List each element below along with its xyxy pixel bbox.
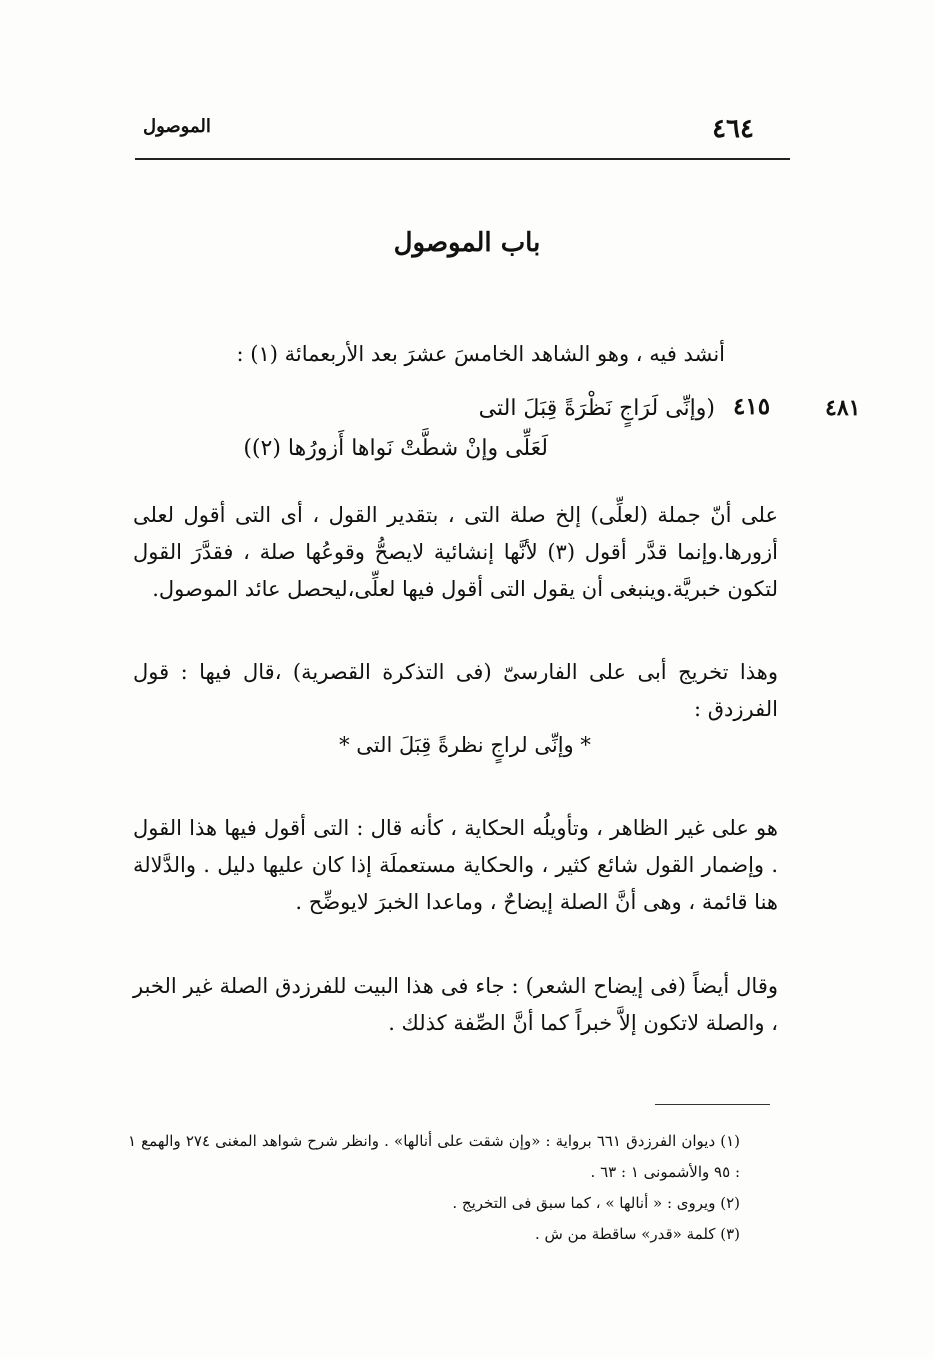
verse-line-1: (وإنِّى لَرَاجٍ نَظْرَةً قِبَلَ التى — [478, 396, 715, 421]
intro-paragraph: أنشد فيه ، وهو الشاهد الخامسَ عشرَ بعد الأربعمائة (١) : — [236, 342, 725, 366]
verse-line-2: لَعَلِّى وإنْ شطَّتْ نَواها أَزورُها (٢)) — [243, 436, 548, 461]
footnote-rule — [655, 1104, 770, 1105]
footnotes — [128, 1126, 780, 1250]
footnote-3: (٣) كلمة «قدر» ساقطة من ش . — [534, 1225, 740, 1243]
page-number: ٤٦٤ — [712, 114, 754, 144]
paragraph-1: على أنّ جملة (لعلِّى) إلخ صلة التى ، بتقدير القول ، أى التى أقول لعلى أزورها.وإنما قدَّر أقول (٣) لأنَّها إنشائية لايصحُّ وقوعُها صلة ، فقدَّرَ القول لتكون خبريَّة.وينبغى أن يقول التى أقول فيها لعلِّى،ليحصل عائد الموصول. — [133, 503, 778, 601]
running-title: الموصول — [143, 116, 211, 137]
header-rule — [135, 158, 790, 160]
verse-number: ٤١٥ — [733, 393, 771, 420]
margin-number: ٤٨١ — [825, 395, 861, 421]
page-header — [135, 108, 790, 158]
footnote-1: (١) ديوان الفرزدق ٦٦١ برواية : «وإن شقت على أنالها» . وانظر شرح شواهد المغنى ٢٧٤ والهمع ١ : ٩٥ والأشمونى ١ : ٦٣ . — [128, 1132, 741, 1181]
chapter-title: باب الموصول — [393, 228, 541, 258]
paragraph-2: وهذا تخريج أبى على الفارسىّ (فى التذكرة القصرية) ،قال فيها : قول الفرزدق : — [133, 660, 778, 721]
paragraph-3: هو على غير الظاهر ، وتأويلُه الحكاية ، كأنه قال : التى أقول فيها هذا القول . وإضمار القول شائع كثير ، والحكاية مستعملَة إذا كان عليها دليل . والدَّلالة هنا قائمة ، وهى أنَّ الصلة إيضاحٌ ، وماعدا الخبرَ لايوضِّح . — [133, 816, 779, 914]
footnote-2: (٢) ويروى : « أنالها » ، كما سبق فى التخريج . — [452, 1194, 740, 1212]
quoted-verse: * وإنِّى لراجٍ نظرةً قِبَلَ التى * — [339, 733, 591, 757]
paragraph-4: وقال أيضاً (فى إيضاح الشعر) : جاء فى هذا البيت للفرزدق الصلة غير الخبر ، والصلة لاتكون إلاَّ خبراً كما أنَّ الصِّفة كذلك . — [133, 974, 778, 1035]
